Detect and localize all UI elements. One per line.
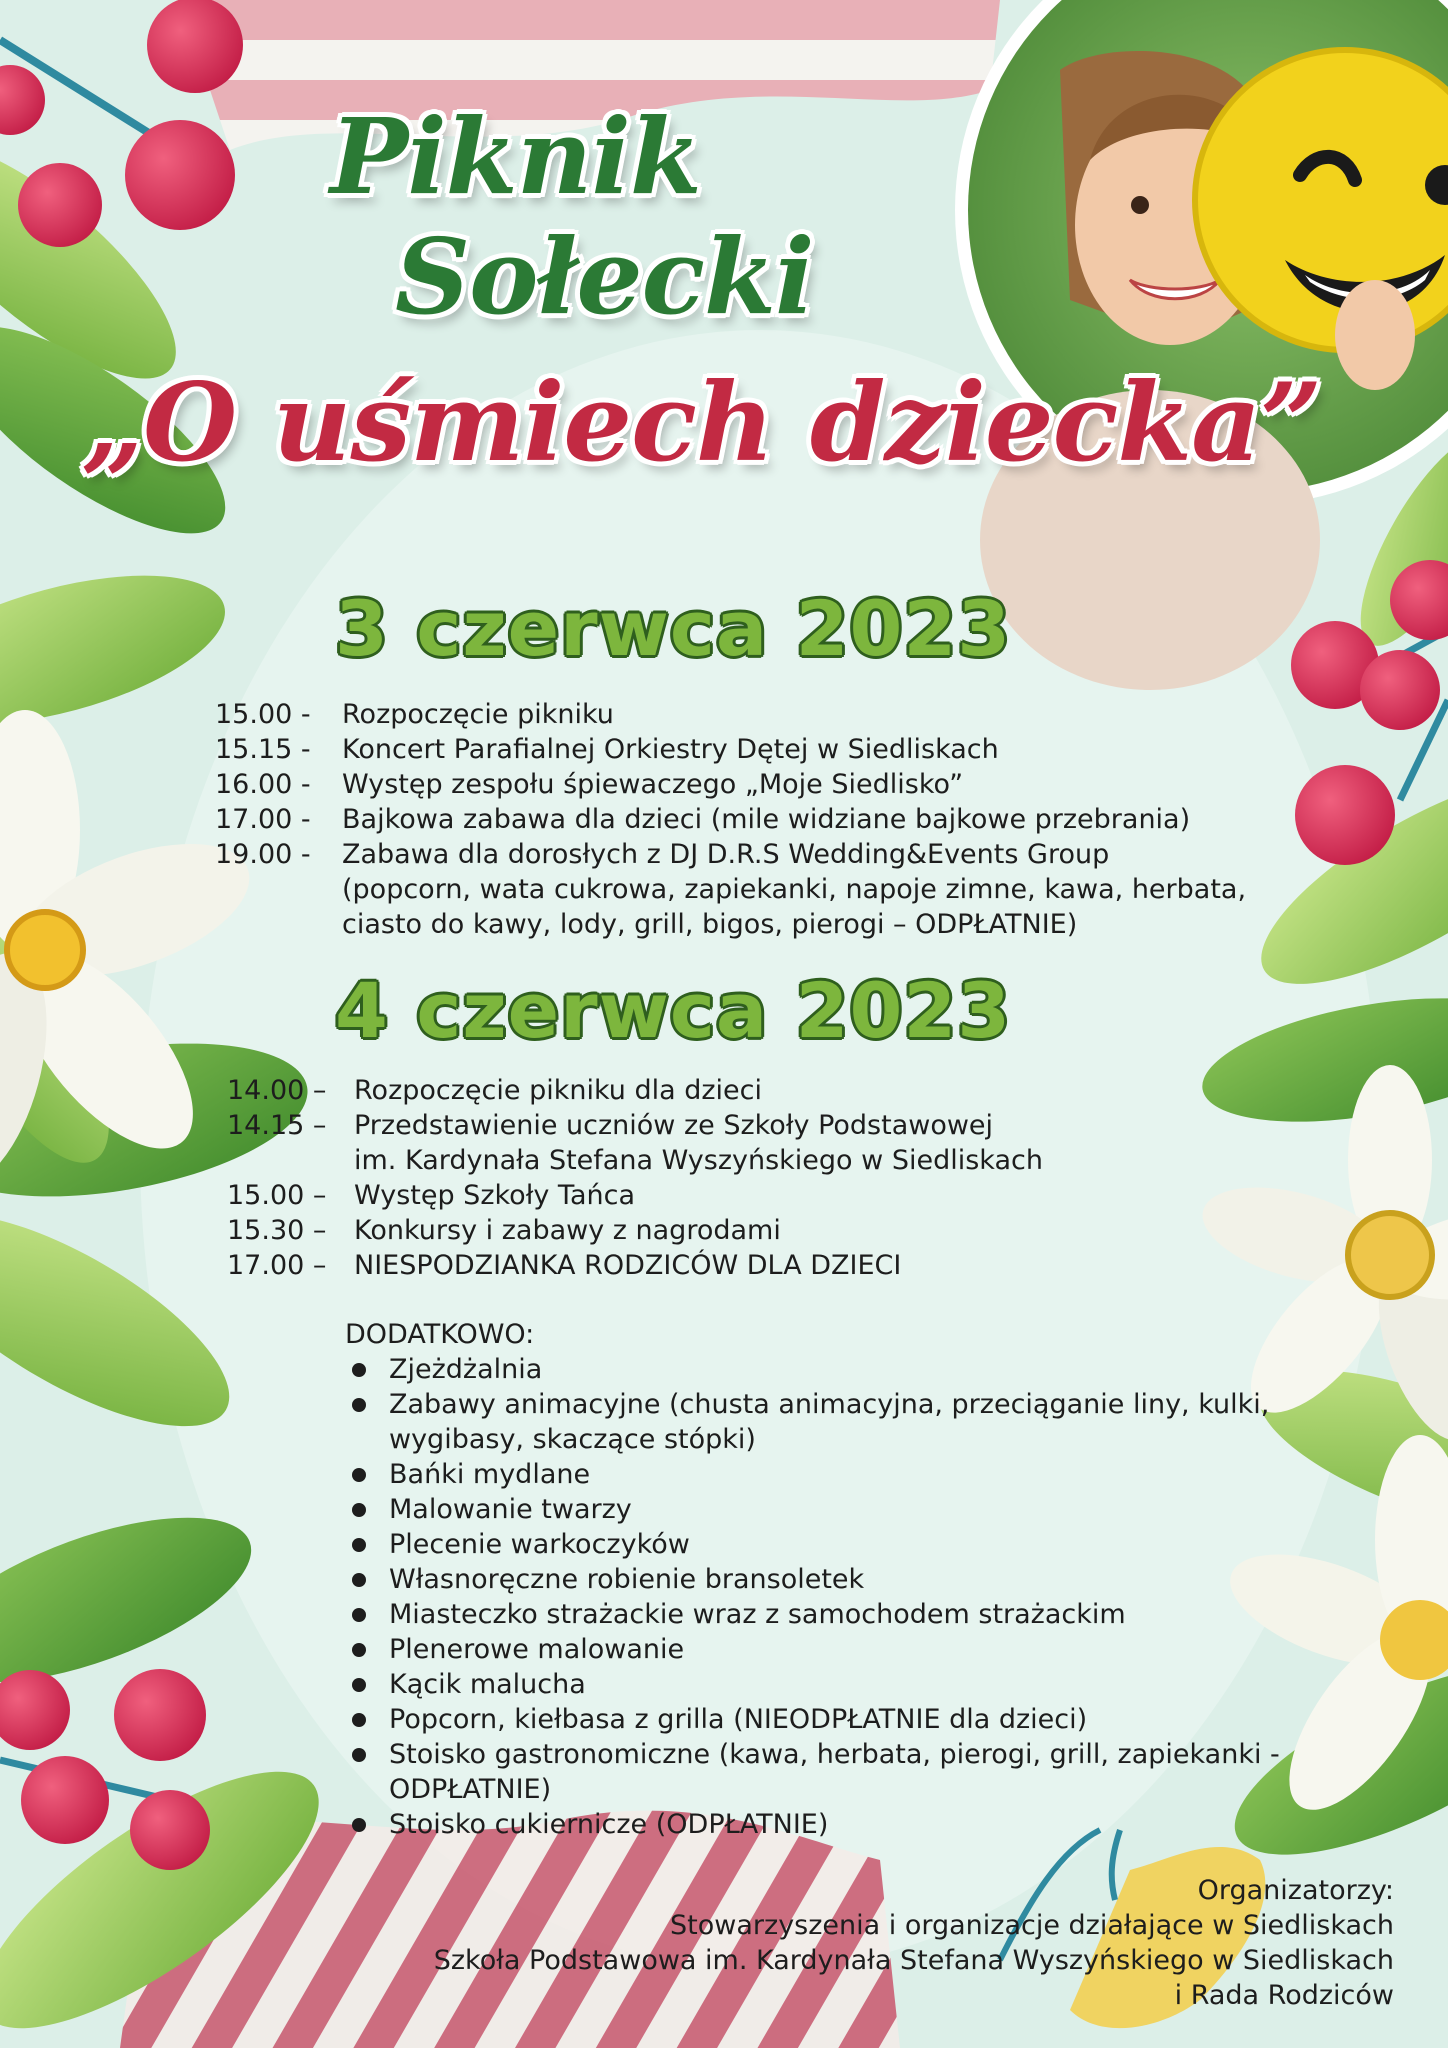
schedule-time: 16.00 - bbox=[215, 769, 311, 800]
schedule-text: Koncert Parafialnej Orkiestry Dętej w Siedliskach bbox=[342, 734, 999, 765]
schedule-note-row bbox=[215, 907, 1246, 942]
extras-item: Popcorn, kiełbasa z grilla (NIEODPŁATNIE dla dzieci) bbox=[345, 1702, 1280, 1737]
schedule-time: 14.15 – bbox=[227, 1110, 327, 1141]
extras-item: Plecenie warkoczyków bbox=[345, 1527, 1280, 1562]
schedule-row bbox=[227, 1248, 1043, 1283]
extras-item: Kącik malucha bbox=[345, 1667, 1280, 1702]
schedule-time: 17.00 – bbox=[227, 1250, 327, 1281]
schedule-text: im. Kardynała Stefana Wyszyńskiego w Siedliskach bbox=[354, 1145, 1043, 1176]
extras-item: Malowanie twarzy bbox=[345, 1492, 1280, 1527]
schedule-row bbox=[215, 767, 1246, 802]
extras-item: Stoisko gastronomiczne (kawa, herbata, pierogi, grill, zapiekanki - bbox=[345, 1737, 1280, 1772]
schedule-note-line-2: ciasto do kawy, lody, grill, bigos, pierogi – ODPŁATNIE) bbox=[342, 909, 1078, 940]
schedule-row bbox=[227, 1213, 1043, 1248]
schedule-row bbox=[215, 837, 1246, 872]
title-line-1: Piknik bbox=[330, 95, 701, 218]
schedule-row bbox=[215, 732, 1246, 767]
organizers-line-2: Szkoła Podstawowa im. Kardynała Stefana Wyszyńskiego w Siedliskach bbox=[433, 1945, 1394, 1976]
extras-item: Bańki mydlane bbox=[345, 1457, 1280, 1492]
schedule-time: 17.00 - bbox=[215, 804, 311, 835]
day1-date-heading: 3 czerwca 2023 bbox=[335, 584, 1012, 673]
day1-schedule bbox=[215, 697, 1246, 942]
schedule-row bbox=[215, 802, 1246, 837]
schedule-row bbox=[227, 1178, 1043, 1213]
schedule-time: 15.30 – bbox=[227, 1215, 327, 1246]
day2-date-heading: 4 czerwca 2023 bbox=[335, 966, 1012, 1055]
schedule-row bbox=[227, 1073, 1043, 1108]
organizers-block bbox=[434, 1873, 1394, 2013]
schedule-note-row bbox=[215, 872, 1246, 907]
title-line-2: Sołecki bbox=[395, 215, 814, 338]
organizers-line-1: Stowarzyszenia i organizacje działające w Siedliskach bbox=[670, 1910, 1394, 1941]
schedule-time: 19.00 - bbox=[215, 839, 311, 870]
extras-item: Zabawy animacyjne (chusta animacyjna, przeciąganie liny, kulki, bbox=[345, 1387, 1280, 1422]
schedule-time: 15.00 - bbox=[215, 699, 311, 730]
extras-item-continuation: ODPŁATNIE) bbox=[389, 1774, 552, 1805]
schedule-note-line-1: (popcorn, wata cukrowa, zapiekanki, napoje zimne, kawa, herbata, bbox=[342, 874, 1247, 905]
extras-item: Stoisko cukiernicze (ODPŁATNIE) bbox=[345, 1807, 1280, 1842]
schedule-row bbox=[215, 697, 1246, 732]
organizers-line-3: i Rada Rodziców bbox=[1174, 1980, 1394, 2011]
extras-item-continuation: wygibasy, skaczące stópki) bbox=[389, 1424, 756, 1455]
extras-title: DODATKOWO: bbox=[345, 1319, 535, 1350]
schedule-time: 14.00 – bbox=[227, 1075, 327, 1106]
schedule-text: Występ Szkoły Tańca bbox=[354, 1180, 635, 1211]
schedule-text: Przedstawienie uczniów ze Szkoły Podstawowej bbox=[354, 1110, 994, 1141]
organizers-label: Organizatorzy: bbox=[1197, 1875, 1394, 1906]
schedule-text: Konkursy i zabawy z nagrodami bbox=[354, 1215, 781, 1246]
schedule-text: NIESPODZIANKA RODZICÓW DLA DZIECI bbox=[354, 1250, 902, 1281]
schedule-text: Rozpoczęcie pikniku dla dzieci bbox=[354, 1075, 762, 1106]
schedule-row-continuation bbox=[227, 1143, 1043, 1178]
extras-list bbox=[345, 1352, 1280, 1842]
schedule-time: 15.15 - bbox=[215, 734, 311, 765]
extras-item: Plenerowe malowanie bbox=[345, 1632, 1280, 1667]
extras-item: Własnoręczne robienie bransoletek bbox=[345, 1562, 1280, 1597]
schedule-text: Bajkowa zabawa dla dzieci (mile widziane bajkowe przebrania) bbox=[342, 804, 1191, 835]
day2-schedule bbox=[227, 1073, 1043, 1283]
schedule-text: Rozpoczęcie pikniku bbox=[342, 699, 614, 730]
extras-section bbox=[345, 1317, 1280, 1842]
extras-item: Miasteczko strażackie wraz z samochodem strażackim bbox=[345, 1597, 1280, 1632]
extras-item: Zjeżdżalnia bbox=[345, 1352, 1280, 1387]
schedule-text: Występ zespołu śpiewaczego „Moje Siedlisko” bbox=[342, 769, 964, 800]
schedule-time: 15.00 – bbox=[227, 1180, 327, 1211]
schedule-row bbox=[227, 1108, 1043, 1143]
title-line-3: „O uśmiech dziecka” bbox=[82, 360, 1322, 486]
schedule-text: Zabawa dla dorosłych z DJ D.R.S Wedding&Events Group bbox=[342, 839, 1110, 870]
